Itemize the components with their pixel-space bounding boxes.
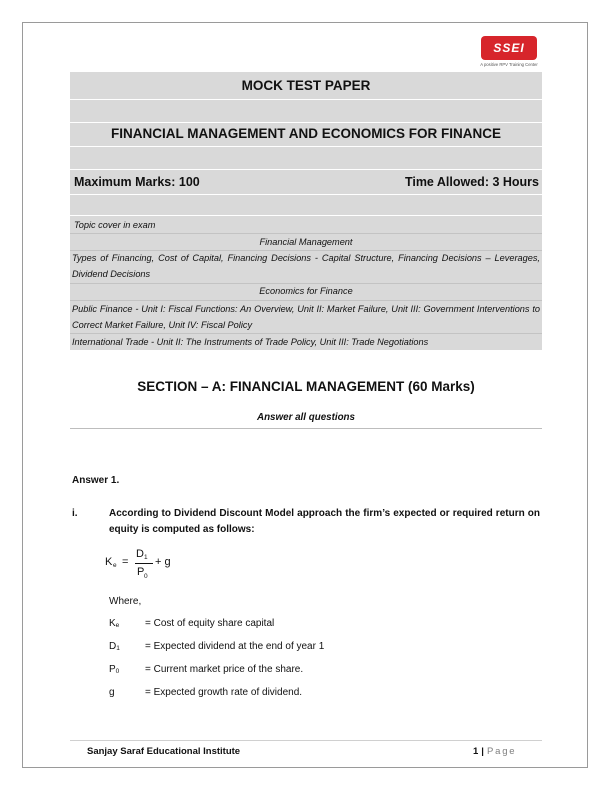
divider — [70, 300, 542, 301]
formula-numerator-sub: 1 — [144, 554, 148, 561]
max-marks: Maximum Marks: 100 — [74, 175, 200, 189]
def-text: = Current market price of the share. — [145, 664, 304, 675]
time-allowed: Time Allowed: 3 Hours — [404, 175, 539, 189]
question-number: i. — [72, 508, 78, 519]
where-label: Where, — [109, 596, 142, 607]
page-separator: | — [481, 746, 484, 757]
fraction-bar — [135, 563, 153, 564]
formula-lhs: K — [105, 556, 113, 568]
section-title: SECTION – A: FINANCIAL MANAGEMENT (60 Marks) — [137, 379, 475, 394]
eco-topic-heading: Economics for Finance — [259, 286, 353, 296]
logo-badge: SSEI — [481, 36, 537, 60]
footer-institute: Sanjay Saraf Educational Institute — [87, 746, 241, 757]
formula-numerator: D — [136, 548, 144, 560]
subject-title: FINANCIAL MANAGEMENT AND ECONOMICS FOR FINANCE — [111, 126, 501, 141]
def-symbol: $D_1$ — [109, 641, 120, 652]
intl-topic-list: International Trade - Unit II: The Instruments of Trade Policy, Unit III: Trade Negotiations — [72, 337, 429, 347]
def-text: = Cost of equity share capital — [145, 618, 275, 629]
section-rule — [70, 428, 542, 429]
divider — [70, 233, 542, 234]
page-label: Page — [486, 746, 517, 757]
footer-page — [473, 746, 516, 757]
formula-denominator-sub: 0 — [144, 573, 148, 580]
page-number: 1 — [473, 746, 479, 757]
footer-rule — [70, 740, 542, 741]
fm-topic-list: Types of Financing, Cost of Capital, Financing Decisions - Capital Structure, Financing Decisions – Leverages, Dividend Decisions — [72, 253, 540, 279]
header-row-blank — [70, 195, 542, 215]
institute-logo — [477, 36, 541, 70]
topics-heading: Topic cover in exam — [74, 220, 156, 230]
question-text: According to Dividend Discount Model approach the firm’s expected or required return on equity is computed as follows: — [109, 508, 540, 535]
formula-denominator: P — [137, 566, 145, 578]
def-symbol: $P_0$ — [109, 664, 120, 675]
section-instruction: Answer all questions — [257, 412, 355, 423]
def-symbol: $K_e$ — [109, 618, 120, 629]
header-row-blank — [70, 147, 542, 169]
ddm-formula — [105, 546, 195, 586]
formula-equals: = — [122, 556, 129, 568]
formula-lhs-sub: e — [113, 562, 117, 569]
divider — [70, 333, 542, 334]
def-text: = Expected growth rate of dividend. — [145, 687, 303, 698]
fm-topic-heading: Financial Management — [259, 237, 353, 247]
logo-tagline: A positive RPV Training Center — [480, 62, 538, 67]
formula-tail: + g — [155, 556, 171, 568]
answer-heading: Answer 1. — [72, 475, 120, 486]
eco-topic-list: Public Finance - Unit I: Fiscal Functions: An Overview, Unit II: Market Failure, Unit III: Government Interventions to Correct Market Failure, Unit IV: Fiscal Policy — [72, 304, 540, 330]
def-symbol: g — [109, 687, 115, 698]
header-row-blank — [70, 100, 542, 122]
paper-title: MOCK TEST PAPER — [241, 78, 371, 93]
def-text: = Expected dividend at the end of year 1 — [145, 641, 325, 652]
